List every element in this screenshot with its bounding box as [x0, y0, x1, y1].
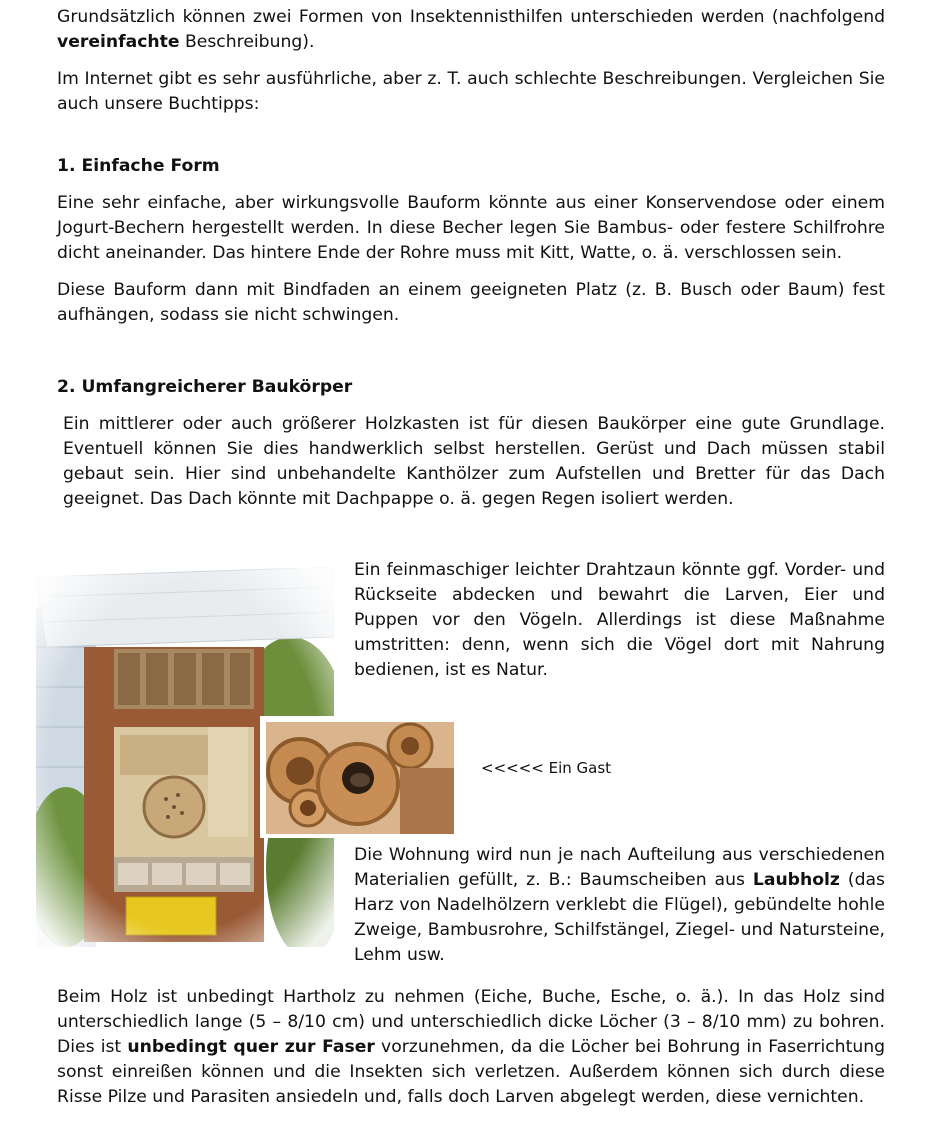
section-2-wire-fence-paragraph: Ein feinmaschiger leichter Drahtzaun könnte ggf. Vorder- und Rückseite abdecken und bewahrt die Larven, Eier und Puppen vor den Vögeln. Allerdings ist diese Maßnahme umstritten: denn, wenn sich die Vögel dort mit Nahrung bedienen, ist es Natur. [354, 560, 885, 680]
section-2-paragraph-1: Ein mittlerer oder auch größerer Holzkasten ist für diesen Baukörper eine gute Grundlage. Eventuell können Sie dies handwerklich selbst herstellen. Gerüst und Dach müssen stabil gebaut sein. Hier sind unbehandelte Kanthölzer zum Aufstellen und Bretter für das Dach geeignet. Das Dach könnte mit Dachpappe o. ä. gegen Regen isoliert werden. [63, 414, 885, 509]
section-2-filling-paragraph: Die Wohnung wird nun je nach Aufteilung aus verschiedenen Materialien gefüllt, z. B.: Baumscheiben aus Laubholz (das Harz von Nadelhölzern verklebt die Flügel), gebündelte hohle Zweige, Bambusrohre, Schilfstängel, Ziegel- und Natursteine, Lehm usw. [354, 845, 885, 965]
section-1-paragraph-1: Eine sehr einfache, aber wirkungsvolle Bauform könnte aus einer Konservendose oder einem Jogurt-Bechern hergestellt werden. In diese Becher legen Sie Bambus- oder festere Schilfrohre dicht aneinander. Das hintere Ende der Rohre muss mit Kitt, Watte, o. ä. verschlossen sein. [57, 193, 885, 263]
intro-paragraph-2: Im Internet gibt es sehr ausführliche, aber z. T. auch schlechte Beschreibungen. Vergleichen Sie auch unsere Buchtipps: [57, 69, 885, 114]
intro-paragraph-1: Grundsätzlich können zwei Formen von Insektennisthilfen unterschieden werden (nachfolgend vereinfachte Beschreibung). [57, 7, 885, 52]
section-1-heading: 1. Einfache Form [57, 156, 220, 176]
section-2-wood-paragraph: Beim Holz ist unbedingt Hartholz zu nehmen (Eiche, Buche, Esche, o. ä.). In das Holz sind unterschiedlich lange (5 – 8/10 cm) und unterschiedlich dicke Löcher (3 – 8/10 mm) zu bohren. Dies ist unbedingt quer zur Faser vorzunehmen, da die Löcher bei Bohrung in Faserrichtung sonst einreißen können und die Insekten sich verletzen. Außerdem können sich durch diese Risse Pilze und Parasiten ansiedeln und, falls doch Larven abgelegt werden, diese vernichten. [57, 987, 886, 1107]
bee-guest-photo [260, 716, 458, 838]
section-1-paragraph-2: Diese Bauform dann mit Bindfaden an einem geeigneten Platz (z. B. Busch oder Baum) fest aufhängen, sodass sie nicht schwingen. [57, 280, 885, 325]
bee-in-bamboo-illustration [260, 716, 458, 838]
section-2-heading: 2. Umfangreicherer Baukörper [57, 377, 353, 397]
photo-caption: <<<<< Ein Gast [481, 759, 612, 777]
